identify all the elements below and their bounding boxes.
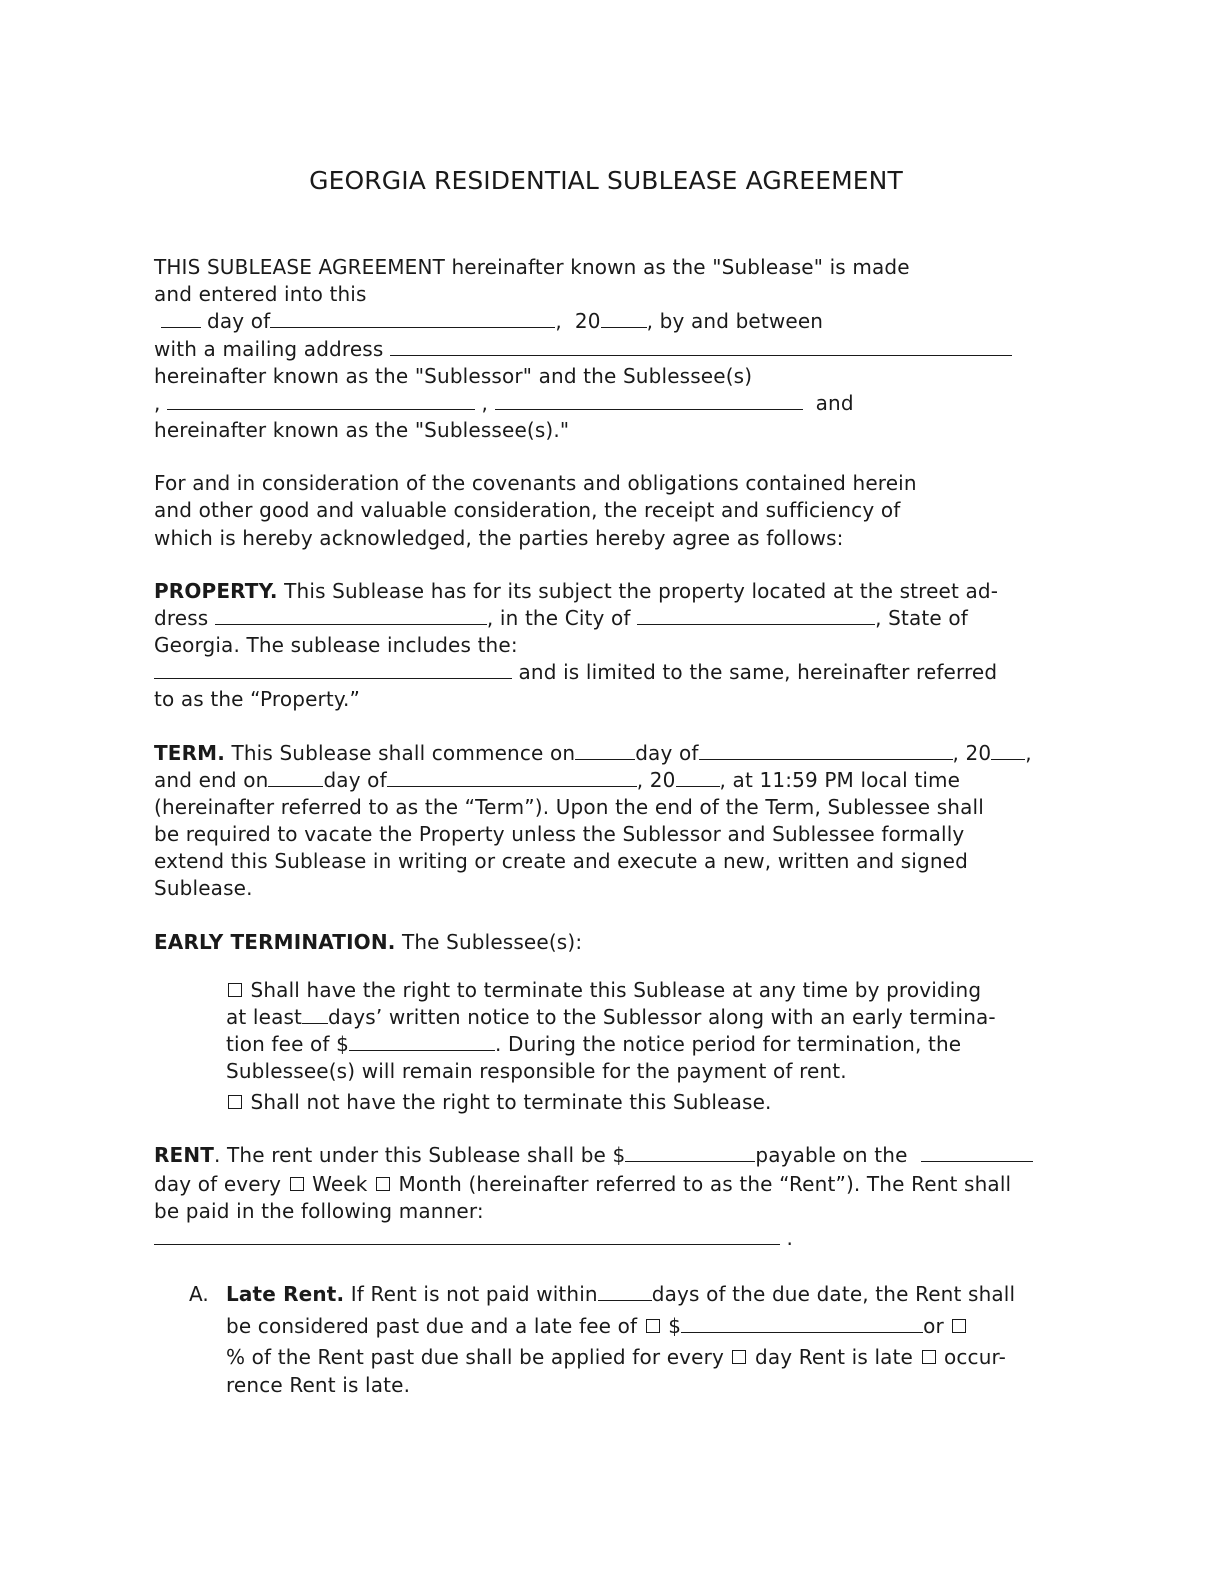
- term-line-2: and end on day of , 20 , at 11:59 PM local time: [154, 768, 961, 792]
- term-line-4: be required to vacate the Property unless the Sublessor and Sublessee formally: [154, 822, 965, 846]
- city-blank[interactable]: [637, 607, 875, 625]
- per-occurrence-checkbox[interactable]: [922, 1350, 936, 1364]
- late-fee-amount-blank[interactable]: [681, 1315, 923, 1333]
- week-checkbox[interactable]: [290, 1177, 304, 1191]
- property-heading: PROPERTY.: [154, 579, 278, 603]
- year-blank[interactable]: [601, 310, 647, 328]
- payment-manner-blank[interactable]: [154, 1227, 780, 1245]
- notice-days-blank[interactable]: [302, 1006, 328, 1024]
- per-day-checkbox[interactable]: [732, 1350, 746, 1364]
- document-title: GEORGIA RESIDENTIAL SUBLEASE AGREEMENT: [309, 166, 903, 195]
- property-line-1: PROPERTY. This Sublease has for its subject the property located at the street ad-: [154, 579, 999, 603]
- term-line-6: Sublease.: [154, 876, 253, 900]
- intro-line-5: hereinafter known as the "Sublessor" and the Sublessee(s): [154, 364, 753, 388]
- term-line-3: (hereinafter referred to as the “Term”). Upon the end of the Term, Sublessee shall: [154, 795, 984, 819]
- late-rent-heading: Late Rent.: [226, 1282, 345, 1306]
- early-termination-heading: EARLY TERMINATION.: [154, 930, 396, 954]
- consideration-line-1: For and in consideration of the covenants and obligations contained herein: [154, 471, 917, 495]
- late-rent-line-3: % of the Rent past due shall be applied for every day Rent is late occur-: [226, 1345, 1006, 1369]
- no-termination-checkbox[interactable]: [228, 1095, 242, 1109]
- start-day-blank[interactable]: [575, 742, 635, 760]
- term-heading: TERM.: [154, 741, 225, 765]
- intro-line-2: and entered into this: [154, 282, 367, 306]
- property-line-5: to as the “Property.”: [154, 687, 361, 711]
- start-year-blank[interactable]: [991, 742, 1025, 760]
- intro-line-4: with a mailing address: [154, 336, 1012, 363]
- sublessee-2-blank[interactable]: [495, 392, 803, 410]
- term-line-1: TERM. This Sublease shall commence on day of , 20 ,: [154, 741, 1032, 765]
- termination-option-1-line-1: Shall have the right to terminate this Sublease at any time by providing: [226, 977, 981, 1004]
- intro-line-3: day of , 20 , by and between: [154, 308, 823, 335]
- end-month-blank[interactable]: [387, 769, 637, 787]
- intro-line-7: hereinafter known as the "Sublessee(s).": [154, 418, 570, 442]
- consideration-line-2: and other good and valuable consideration, the receipt and sufficiency of: [154, 498, 901, 522]
- end-year-blank[interactable]: [676, 769, 720, 787]
- start-month-blank[interactable]: [699, 742, 953, 760]
- termination-fee-blank[interactable]: [349, 1033, 495, 1051]
- day-blank[interactable]: [161, 310, 201, 328]
- rent-amount-blank[interactable]: [625, 1144, 755, 1162]
- property-line-2: dress , in the City of , State of: [154, 606, 968, 630]
- termination-option-1-line-3: tion fee of $ . During the notice period for termination, the: [226, 1032, 962, 1056]
- month-blank[interactable]: [270, 310, 555, 328]
- late-fee-percent-checkbox[interactable]: [952, 1319, 966, 1333]
- late-rent-line-2: be considered past due and a late fee of $ or: [226, 1313, 968, 1340]
- termination-option-1-line-2: at least days’ written notice to the Sublessor along with an early termina-: [226, 1005, 996, 1029]
- late-fee-dollar-checkbox[interactable]: [646, 1319, 660, 1333]
- rent-line-4: .: [154, 1225, 793, 1252]
- property-line-3: Georgia. The sublease includes the:: [154, 633, 518, 657]
- property-line-4: and is limited to the same, hereinafter referred: [154, 659, 997, 686]
- late-rent-line-4: rence Rent is late.: [226, 1373, 411, 1397]
- rent-due-day-blank[interactable]: [921, 1144, 1033, 1162]
- late-rent-marker: A.: [189, 1282, 209, 1306]
- mailing-address-blank[interactable]: [390, 338, 1012, 356]
- grace-days-blank[interactable]: [598, 1283, 652, 1301]
- rent-heading: RENT: [154, 1143, 215, 1167]
- intro-line-1: THIS SUBLEASE AGREEMENT hereinafter known as the "Sublease" is made: [154, 255, 910, 279]
- termination-option-1-line-4: Sublessee(s) will remain responsible for the payment of rent.: [226, 1059, 847, 1083]
- early-termination-line: EARLY TERMINATION. The Sublessee(s):: [154, 930, 583, 954]
- termination-right-checkbox[interactable]: [228, 983, 242, 997]
- sublease-includes-blank[interactable]: [154, 661, 512, 679]
- intro-line-6: , , and: [154, 391, 854, 415]
- sublessee-1-blank[interactable]: [167, 392, 475, 410]
- late-rent-line-1: Late Rent. If Rent is not paid within days of the due date, the Rent shall: [226, 1282, 1016, 1306]
- term-line-5: extend this Sublease in writing or create and execute a new, written and signed: [154, 849, 968, 873]
- street-address-blank[interactable]: [215, 607, 487, 625]
- month-checkbox[interactable]: [376, 1177, 390, 1191]
- rent-line-2: day of every Week Month (hereinafter referred to as the “Rent”). The Rent shall: [154, 1172, 1012, 1196]
- termination-option-2: Shall not have the right to terminate this Sublease.: [226, 1089, 772, 1116]
- consideration-line-3: which is hereby acknowledged, the parties hereby agree as follows:: [154, 526, 844, 550]
- end-day-blank[interactable]: [268, 769, 323, 787]
- rent-line-1: RENT. The rent under this Sublease shall be $ payable on the: [154, 1142, 1033, 1169]
- rent-line-3: be paid in the following manner:: [154, 1199, 484, 1223]
